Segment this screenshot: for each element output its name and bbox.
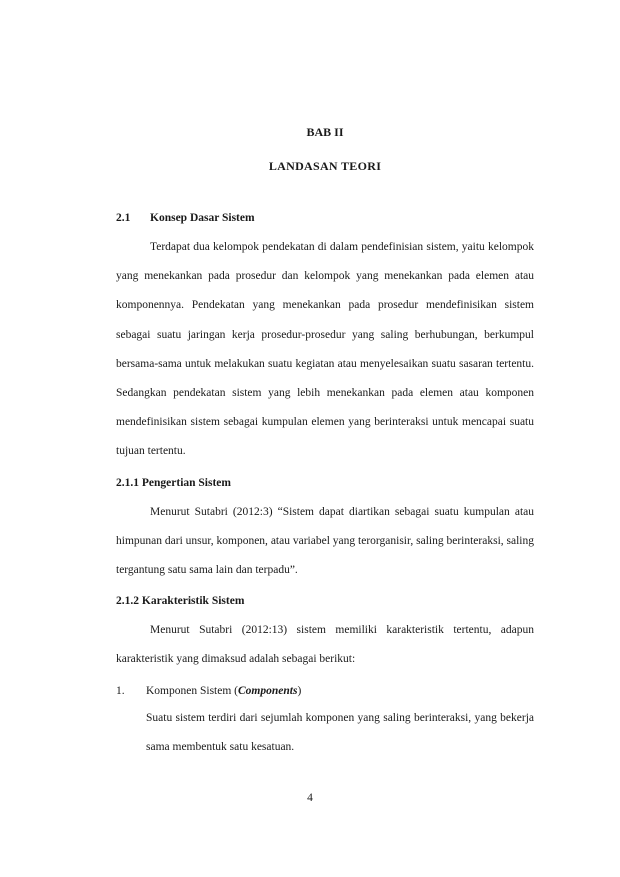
paragraph-text: Menurut Sutabri (2012:13) sistem memiliki karakteristik tertentu, adapun karakteristik yang dimaksud adalah sebagai berikut: [116, 624, 534, 666]
paragraph-text: Menurut Sutabri (2012:3) “Sistem dapat diartikan sebagai suatu kumpulan atau himpunan dari unsur, komponen, atau variabel yang terorganisir, saling berinteraksi, saling tergantung satu sama lain dan terpadu”. [116, 505, 534, 577]
list-label-text: Komponen Sistem ( [146, 684, 238, 697]
paragraph-konsep-dasar [116, 233, 534, 467]
paragraph-pengertian [116, 498, 534, 586]
list-number: 1. [116, 684, 125, 697]
list-description: Suatu sistem terdiri dari sejumlah komponen yang saling berinteraksi, yang bekerja sama membentuk satu kesatuan. [146, 711, 534, 753]
paragraph-text: Terdapat dua kelompok pendekatan di dalam pendefinisian sistem, yaitu kelompok yang menekankan pada prosedur dan kelompok yang menekankan pada elemen atau komponennya. Pendekatan yang menekankan pada prosedur mendefinisikan sistem sebagai suatu jaringan kerja prosedur-prosedur yang saling berhubungan, berkumpul bersama-sama untuk melakukan suatu kegiatan atau menyelesaikan suatu sasaran tertentu. Sedangkan pendekatan sistem yang lebih menekankan pada elemen atau komponen mendefinisikan sistem sebagai kumpulan elemen yang berinteraksi untuk mencapai suatu tujuan tertentu. [116, 241, 534, 458]
paragraph-karakteristik [116, 616, 534, 674]
list-item [116, 683, 534, 699]
chapter-label: BAB II [306, 125, 344, 139]
section-title: Konsep Dasar Sistem [150, 212, 255, 224]
page-number: 4 [307, 792, 313, 804]
subsection-heading-2-1-2: 2.1.2 Karakteristik Sistem [116, 595, 245, 608]
subsection-heading-2-1-1: 2.1.1 Pengertian Sistem [116, 476, 231, 489]
chapter-title: LANDASAN TEORI [268, 159, 382, 173]
section-heading-2-1 [116, 210, 534, 226]
section-number: 2.1 [116, 212, 131, 224]
list-label-italic: Components [238, 684, 298, 697]
page-content [116, 124, 534, 762]
list-label [146, 683, 534, 699]
list-label-end: ) [297, 684, 302, 697]
